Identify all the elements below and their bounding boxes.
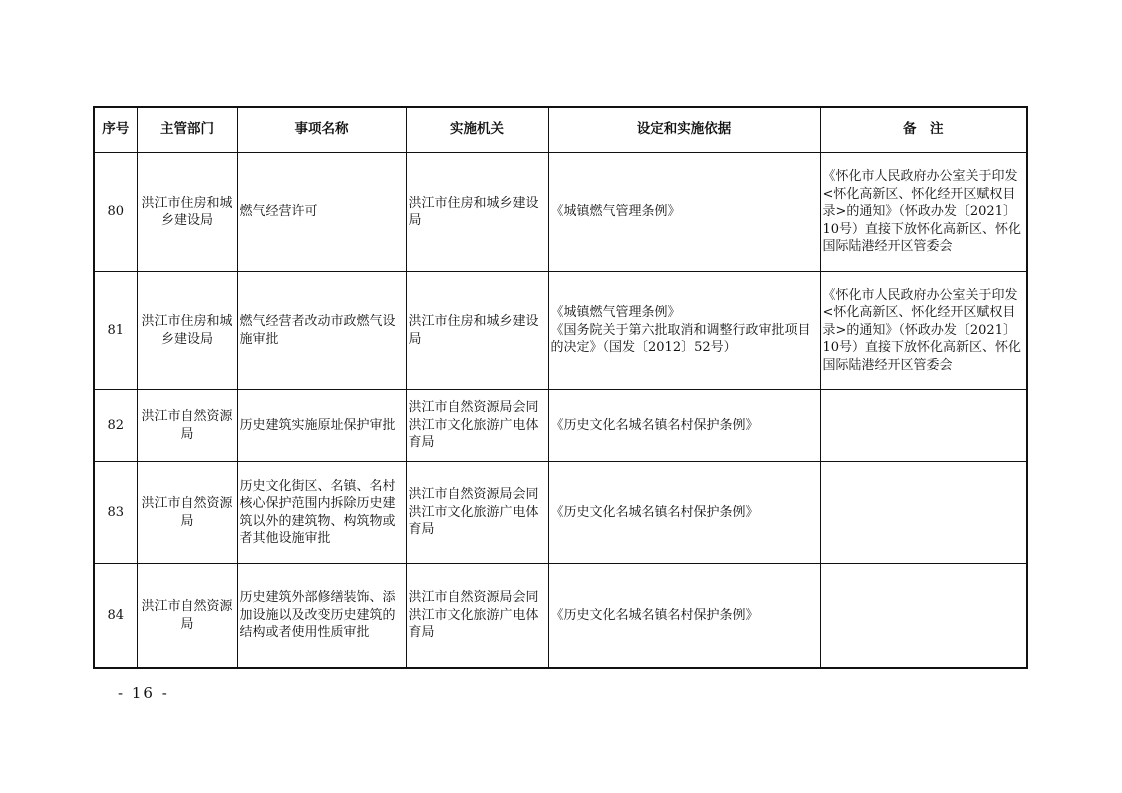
cell-remark <box>820 462 1027 564</box>
cell-basis <box>548 564 820 669</box>
header-dept: 主管部门 <box>137 107 237 153</box>
cell-agency: 洪江市自然资源局会同洪江市文化旅游广电体育局 <box>406 564 548 669</box>
cell-no: 82 <box>94 390 137 462</box>
cell-name: 燃气经营许可 <box>237 153 406 272</box>
cell-remark <box>820 564 1027 669</box>
cell-remark <box>820 390 1027 462</box>
table-row <box>94 564 1027 669</box>
cell-dept: 洪江市自然资源局 <box>137 462 237 564</box>
cell-remark: 《怀化市人民政府办公室关于印发<怀化高新区、怀化经开区赋权目录>的通知》（怀政办发〔2021〕10号）直接下放怀化高新区、怀化国际陆港经开区管委会 <box>820 153 1027 272</box>
basis-line: 《城镇燃气管理条例》 <box>550 204 681 220</box>
basis-line: 《国务院关于第六批取消和调整行政审批项目的决定》（国发〔2012〕52号） <box>550 322 811 356</box>
table-header-row <box>94 107 1027 153</box>
cell-no: 84 <box>94 564 137 669</box>
header-agency: 实施机关 <box>406 107 548 153</box>
header-remark: 备 注 <box>820 107 1027 153</box>
cell-name: 燃气经营者改动市政燃气设施审批 <box>237 272 406 390</box>
cell-no: 83 <box>94 462 137 564</box>
cell-dept: 洪江市住房和城乡建设局 <box>137 153 237 272</box>
cell-no: 80 <box>94 153 137 272</box>
administrative-items-table <box>93 106 1028 669</box>
basis-line: 《历史文化名城名镇名村保护条例》 <box>550 607 759 623</box>
cell-agency: 洪江市住房和城乡建设局 <box>406 272 548 390</box>
cell-agency: 洪江市住房和城乡建设局 <box>406 153 548 272</box>
cell-agency: 洪江市自然资源局会同洪江市文化旅游广电体育局 <box>406 390 548 462</box>
cell-name: 历史文化街区、名镇、名村核心保护范围内拆除历史建筑以外的建筑物、构筑物或者其他设施审批 <box>237 462 406 564</box>
page-number: - 16 - <box>118 684 169 702</box>
cell-dept: 洪江市自然资源局 <box>137 564 237 669</box>
cell-dept: 洪江市自然资源局 <box>137 390 237 462</box>
header-name: 事项名称 <box>237 107 406 153</box>
cell-basis <box>548 272 820 390</box>
cell-basis <box>548 390 820 462</box>
cell-basis <box>548 462 820 564</box>
header-no: 序号 <box>94 107 137 153</box>
cell-name: 历史建筑实施原址保护审批 <box>237 390 406 462</box>
table-row <box>94 390 1027 462</box>
cell-basis <box>548 153 820 272</box>
cell-dept: 洪江市住房和城乡建设局 <box>137 272 237 390</box>
cell-name: 历史建筑外部修缮装饰、添加设施以及改变历史建筑的结构或者使用性质审批 <box>237 564 406 669</box>
table-row <box>94 272 1027 390</box>
basis-line: 《城镇燃气管理条例》 <box>550 305 681 321</box>
cell-agency: 洪江市自然资源局会同洪江市文化旅游广电体育局 <box>406 462 548 564</box>
cell-remark: 《怀化市人民政府办公室关于印发<怀化高新区、怀化经开区赋权目录>的通知》（怀政办发〔2021〕10号）直接下放怀化高新区、怀化国际陆港经开区管委会 <box>820 272 1027 390</box>
header-basis: 设定和实施依据 <box>548 107 820 153</box>
basis-line: 《历史文化名城名镇名村保护条例》 <box>550 504 759 520</box>
table-row <box>94 153 1027 272</box>
table-row <box>94 462 1027 564</box>
cell-no: 81 <box>94 272 137 390</box>
basis-line: 《历史文化名城名镇名村保护条例》 <box>550 417 759 433</box>
